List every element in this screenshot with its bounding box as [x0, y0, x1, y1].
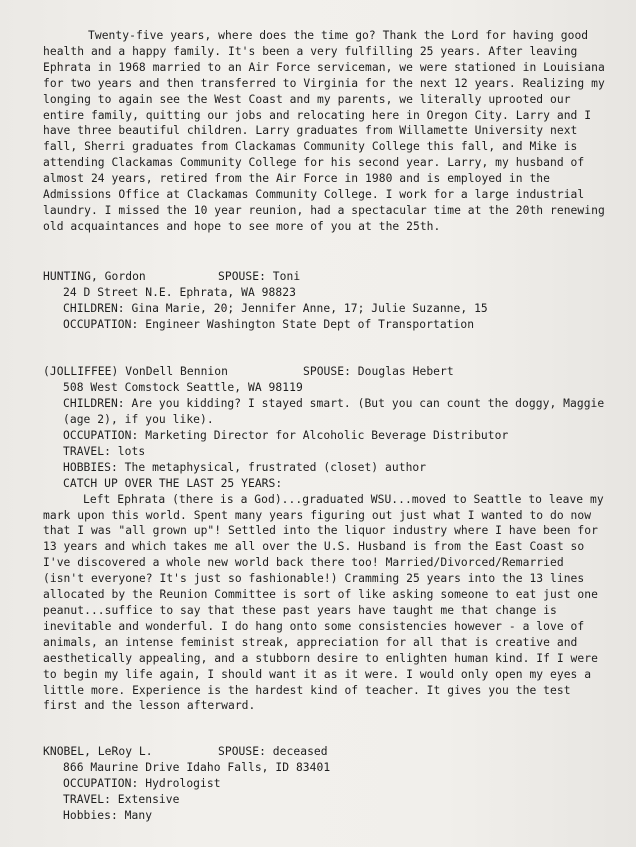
entry-travel: TRAVEL: Extensive: [63, 793, 180, 807]
entry-hobbies: Hobbies: Many: [63, 808, 153, 822]
intro-paragraph: Twenty-five years, where does the time go? Thank the Lord for having good health and a happy family. It's been a very fulfilling 25 years. After leaving Ephrata in 1968 married to an Air Force serviceman, we were stationed in Louisiana for two years and then transferred to Virginia for the next 12 years. Realizing my longing to again see the West Coast and my parents, we literally uprooted our entire family, quitting our jobs and relocating here in Oregon City. Larry and I have three beautiful children. Larry graduates from Willamette University next fall, Sherri graduates from Clackamas Community College this fall, and Mike is attending Clackamas Community College for his second year. Larry, my husband of almost 24 years, retired from the Air Force in 1980 and is employed in the Admissions Office at Clackamas Community College. I work for a large industrial laundry. I missed the 10 year reunion, had a spectacular time at the 20th renewing old acquaintances and hope to see more of you at the 25th.: [43, 29, 605, 233]
entry-name: KNOBEL, LeRoy L.: [43, 745, 153, 759]
entry-address: 866 Maurine Drive Idaho Falls, ID 83401: [63, 761, 331, 775]
page-content: [43, 28, 608, 824]
entry-header: [43, 269, 608, 285]
entry-travel: TRAVEL: lots: [63, 444, 146, 458]
entry-occupation: OCCUPATION: Hydrologist: [63, 777, 221, 791]
entry-knobel: [43, 744, 608, 824]
entry-spouse: SPOUSE: Toni: [218, 269, 301, 283]
entry-spouse: SPOUSE: Douglas Hebert: [303, 365, 454, 379]
entry-address: 508 West Comstock Seattle, WA 98119: [63, 381, 303, 395]
entry-hobbies: HOBBIES: The metaphysical, frustrated (closet) author: [63, 460, 427, 474]
entry-header: [43, 744, 608, 760]
entry-address: 24 D Street N.E. Ephrata, WA 98823: [63, 285, 296, 299]
entry-children: CHILDREN: Are you kidding? I stayed smart. (But you can count the doggy, Maggie (age 2), if you like).: [63, 397, 605, 427]
entry-occupation: OCCUPATION: Marketing Director for Alcoholic Beverage Distributor: [63, 429, 509, 443]
entry-hunting: [43, 269, 608, 333]
entry-children: CHILDREN: Gina Marie, 20; Jennifer Anne, 17; Julie Suzanne, 15: [63, 301, 488, 315]
entry-story: Left Ephrata (there is a God)...graduated WSU...moved to Seattle to leave my mark upon this world. Spent many years figuring out just what I wanted to do now that I was "all grown up"! Settled into the liquor industry where I have been for 13 years and which takes me all over the U.S. Husband is from the East Coast so I've discovered a whole new world back there too! Married/Divorced/Remarried (isn't everyone? It's just so fashionable!) Cramming 25 years into the 13 lines allocated by the Reunion Committee is sort of like asking someone to eat just one peanut...suffice to say that these past years have taught me that change is inevitable and wonderful. I do hang onto some consistencies however - a love of animals, an intense feminist streak, appreciation for all that is creative and aesthetically appealing, and a stubborn desire to enlighten human kind. If I were to begin my life again, I should want it as it were. I would only open my eyes a little more. Experience is the hardest kind of teacher. It gives you the test first and the lesson afterward.: [43, 492, 604, 713]
entry-jolliffee: [43, 364, 608, 714]
entry-name: (JOLLIFFEE) VonDell Bennion: [43, 365, 228, 379]
entry-header: [43, 364, 608, 380]
entry-spouse: SPOUSE: deceased: [218, 745, 328, 759]
entry-name: HUNTING, Gordon: [43, 269, 146, 283]
entry-occupation: OCCUPATION: Engineer Washington State Dept of Transportation: [63, 317, 475, 331]
entry-catch-up-heading: CATCH UP OVER THE LAST 25 YEARS:: [63, 476, 283, 490]
